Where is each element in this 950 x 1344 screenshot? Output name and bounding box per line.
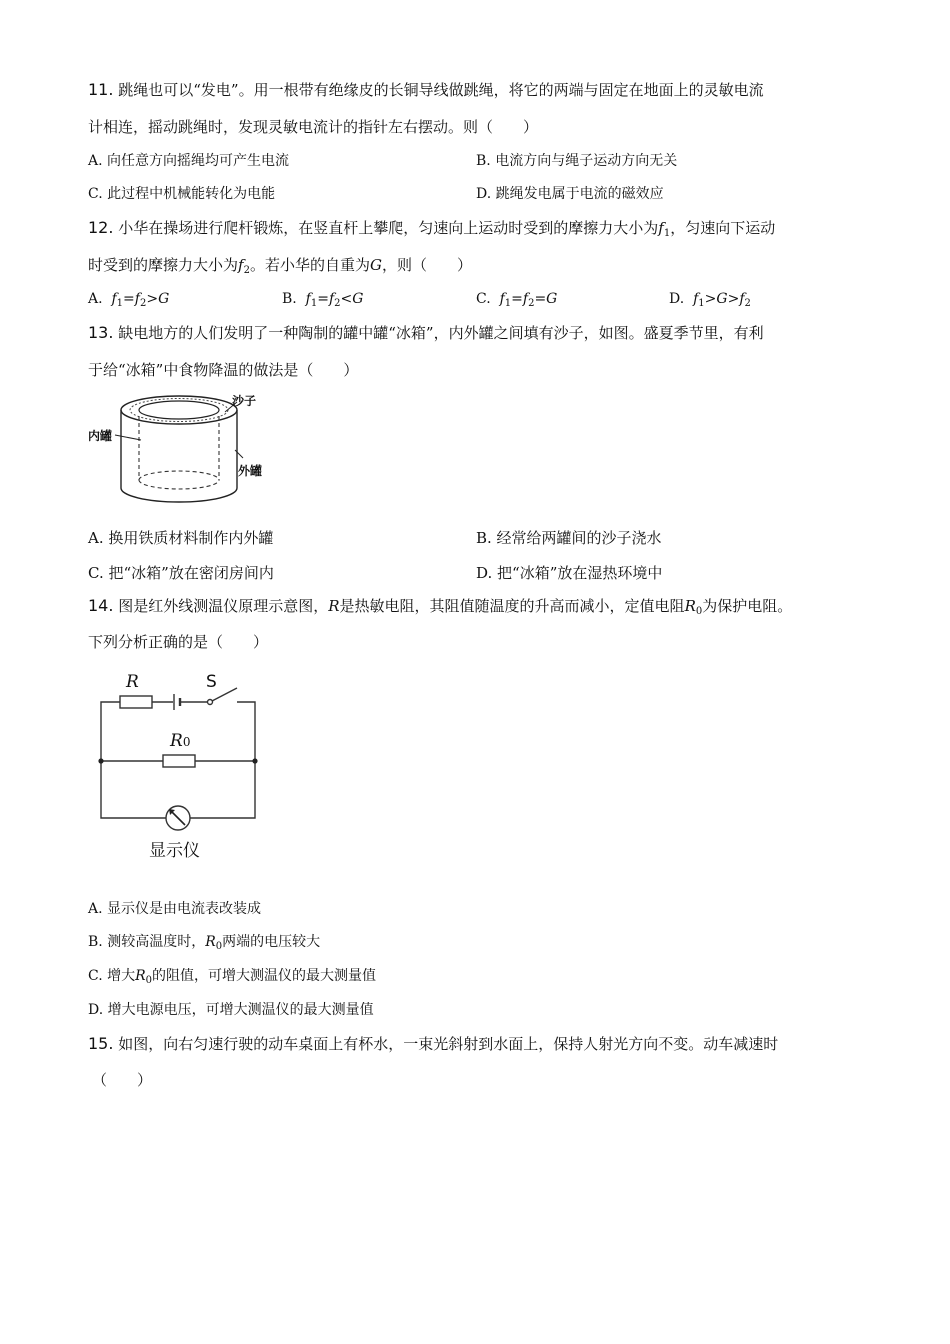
- q14-option-d[interactable]: D. 增大电源电压，可增大测温仪的最大测量值: [88, 1002, 374, 1018]
- g-symbol: G: [369, 256, 382, 274]
- q14-stem-text1b: 是热敏电阻，其阻值随温度的升高而减小，定值电阻: [339, 597, 685, 615]
- relation: =: [534, 291, 547, 307]
- q15-stem-line2: （ ）: [92, 1071, 153, 1089]
- subscript: 1: [310, 298, 318, 309]
- q12-option-b[interactable]: [282, 289, 363, 314]
- f-symbol: f: [328, 291, 335, 307]
- f-symbol: f: [499, 291, 505, 307]
- subscript: 2: [243, 265, 250, 276]
- subscript: 2: [334, 298, 341, 309]
- wire-left-top: [101, 702, 120, 761]
- outer-jar-bottom: [121, 488, 237, 502]
- q11-option-b[interactable]: B. 电流方向与绳子运动方向无关: [476, 153, 678, 169]
- relation: =: [317, 291, 329, 307]
- label-s: S: [206, 672, 217, 692]
- inner-jar-rim: [139, 401, 219, 419]
- q12-stem-text2c: ，则（ ）: [381, 256, 472, 274]
- subscript: 0: [215, 941, 223, 952]
- subscript: 2: [139, 298, 147, 309]
- q12-option-c[interactable]: [476, 289, 557, 314]
- subscript: 1: [504, 298, 512, 309]
- q14-option-c[interactable]: [88, 966, 376, 991]
- q12-stem-line1: [88, 218, 775, 244]
- g-symbol: G: [716, 291, 728, 307]
- q12-stem-line2: [88, 255, 472, 281]
- wire-right-top: [237, 702, 255, 761]
- q11-option-d[interactable]: D. 跳绳发电属于电流的磁效应: [476, 186, 664, 202]
- relation: =: [123, 291, 135, 307]
- q14-option-b[interactable]: [88, 932, 320, 957]
- q12-stem-text1b: ，匀速向下运动: [670, 219, 776, 237]
- wire-bottom-right: [190, 761, 255, 818]
- r0-symbol: R: [684, 597, 696, 615]
- outer-jar-label: 外罐: [238, 464, 263, 478]
- sand-label: 沙子: [232, 394, 257, 408]
- r0-symbol: R: [135, 968, 146, 984]
- option-label: D.: [669, 291, 685, 307]
- q11-number: 11.: [88, 80, 114, 99]
- inner-jar-bottom-back: [139, 471, 219, 480]
- q11-option-a[interactable]: A. 向任意方向摇绳均可产生电流: [88, 153, 290, 169]
- f-symbol: f: [693, 291, 699, 307]
- option-text: 两端的电压较大: [222, 934, 321, 950]
- subscript: 1: [663, 228, 671, 239]
- label-r0: [170, 731, 190, 751]
- q14-stem-line2: 下列分析正确的是（ ）: [88, 633, 269, 651]
- subscript: 1: [116, 298, 124, 309]
- option-label: B.: [282, 291, 297, 307]
- jar-in-jar-figure: [85, 388, 295, 513]
- q12-option-a[interactable]: [88, 289, 169, 314]
- relation: >: [727, 291, 740, 307]
- label-r: R: [126, 672, 139, 692]
- q13-stem-line1: [88, 323, 764, 343]
- option-text: 的阻值，可增大测温仪的最大测量值: [152, 968, 377, 984]
- label-display-meter: 显示仪: [149, 841, 200, 861]
- q15-number: 15.: [88, 1034, 114, 1053]
- r0-letter: R: [170, 731, 183, 751]
- resistor-r0: [163, 755, 195, 767]
- r0-subscript: 0: [182, 735, 191, 749]
- subscript: 0: [695, 606, 703, 617]
- r-symbol: R: [328, 597, 340, 615]
- f-symbol: f: [739, 291, 745, 307]
- q15-stem-text1: 如图，向右匀速行驶的动车桌面上有杯水，一束光斜射到水面上，保持人射光方向不变。动车减速时: [118, 1035, 779, 1053]
- q11-stem-text1: 跳绳也可以“发电”。用一根带有绝缘皮的长铜导线做跳绳，将它的两端与固定在地面上的灵敏电流: [118, 81, 764, 99]
- q14-stem-line1: [88, 596, 792, 622]
- inner-jar-label: 内罐: [88, 429, 113, 443]
- f-symbol: f: [111, 291, 117, 307]
- option-text: C. 增大: [88, 968, 136, 984]
- q12-stem-text1a: 小华在操场进行爬杆锻炼，在竖直杆上攀爬，匀速向上运动时受到的摩擦力大小为: [118, 219, 659, 237]
- q13-stem-text1: 缺电地方的人们发明了一种陶制的罐中罐“冰箱”，内外罐之间填有沙子，如图。盛夏季节里，有利: [118, 324, 764, 342]
- g-symbol: G: [546, 291, 558, 307]
- g-symbol: G: [352, 291, 364, 307]
- q13-stem-line2: 于给“冰箱”中食物降温的做法是（ ）: [88, 361, 359, 379]
- relation: <: [340, 291, 353, 307]
- q11-option-c[interactable]: C. 此过程中机械能转化为电能: [88, 186, 276, 202]
- subscript: 0: [145, 975, 153, 986]
- q15-stem-line1: [88, 1034, 778, 1054]
- option-text: B. 测较高温度时，: [88, 934, 206, 950]
- q12-option-d[interactable]: [669, 289, 751, 314]
- q13-number: 13.: [88, 323, 114, 342]
- q11-stem-line1: [88, 80, 764, 100]
- relation: >: [146, 291, 159, 307]
- f-symbol: f: [238, 256, 244, 274]
- f-symbol: f: [522, 291, 529, 307]
- q13-option-d[interactable]: D. 把“冰箱”放在湿热环境中: [476, 564, 663, 582]
- subscript: 2: [744, 298, 751, 309]
- outer-label-leader: [235, 450, 243, 458]
- q11-stem-line2: 计相连，摇动跳绳时，发现灵敏电流计的指针左右摆动。则（ ）: [88, 118, 539, 136]
- relation: >: [704, 291, 717, 307]
- q12-stem-text2b: 。若小华的自重为: [249, 256, 370, 274]
- q14-number: 14.: [88, 596, 114, 615]
- q14-option-a[interactable]: A. 显示仪是由电流表改装成: [88, 901, 262, 917]
- f-symbol: f: [658, 219, 664, 237]
- inner-jar-bottom: [139, 480, 219, 489]
- q13-option-c[interactable]: C. 把“冰箱”放在密闭房间内: [88, 564, 274, 582]
- subscript: 1: [698, 298, 705, 309]
- subscript: 2: [528, 298, 535, 309]
- wire-bottom-left: [101, 761, 166, 818]
- inner-label-leader: [115, 435, 141, 440]
- q12-number: 12.: [88, 218, 114, 237]
- q14-stem-text1c: 为保护电阻。: [702, 597, 793, 615]
- thermistor-r: [120, 696, 152, 708]
- f-symbol: f: [305, 291, 311, 307]
- junction-left: [98, 758, 103, 763]
- f-symbol: f: [134, 291, 140, 307]
- q13-option-b[interactable]: B. 经常给两罐间的沙子浇水: [476, 529, 662, 547]
- relation: =: [511, 291, 523, 307]
- q12-stem-text2a: 时受到的摩擦力大小为: [88, 256, 239, 274]
- junction-right: [252, 758, 257, 763]
- q14-stem-text1a: 图是红外线测温仪原理示意图，: [118, 597, 329, 615]
- q13-option-a[interactable]: A. 换用铁质材料制作内外罐: [88, 529, 274, 547]
- option-label: A.: [88, 291, 103, 307]
- thermometer-circuit-figure: [95, 668, 270, 863]
- option-label: C.: [476, 291, 491, 307]
- r0-symbol: R: [205, 934, 216, 950]
- switch-pivot: [208, 700, 213, 705]
- g-symbol: G: [158, 291, 170, 307]
